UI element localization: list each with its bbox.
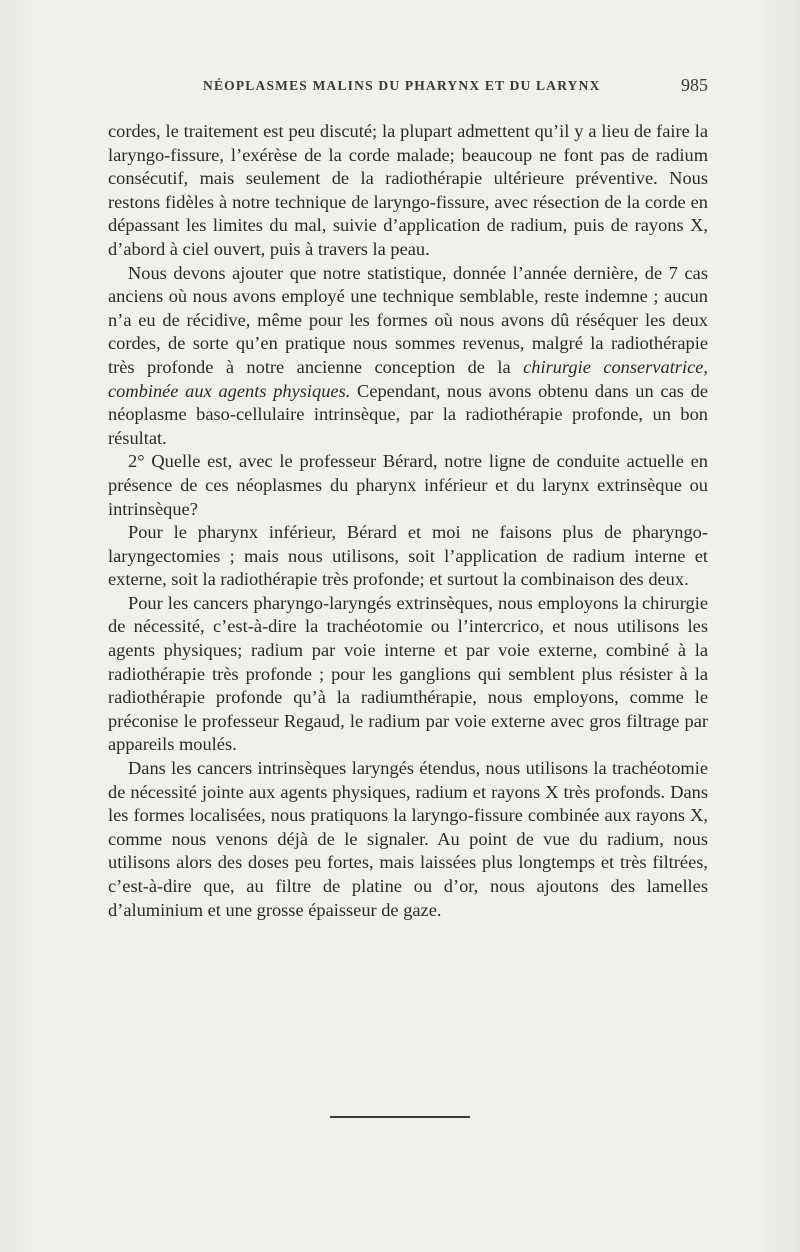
body-text: [108, 120, 708, 922]
paragraph-5: Pour les cancers pharyngo-laryngés extrinsèques, nous employons la chirurgie de nécessité, c’est-à-dire la trachéotomie ou l’intercrico, et nous utilisons les agents physiques; radium par voie interne et par voie externe, combiné à la radiothérapie très profonde ; pour les ganglions qui semblent plus résister à la radiothérapie profonde qu’à la radiumthérapie, nous employons, comme le préconise le professeur Regaud, le radium par voie externe avec gros filtrage par appareils moulés.: [108, 592, 708, 755]
paragraph-2-text: Nous devons ajouter que notre statistique, donnée l’année dernière, de 7 cas anciens où nous avons employé une technique semblable, reste indemne ; aucun n’a eu de récidive, même pour les formes où nous avons dû réséquer les deux cordes, de sorte qu’en pratique nous sommes revenus, malgré la radiothérapie très profonde à notre ancienne conception de la: [108, 262, 708, 377]
paragraph-2-italic: chirurgie conservatrice, combinée aux agents physiques.: [108, 356, 709, 401]
paragraph-2: [108, 262, 708, 451]
paragraph-3: 2° Quelle est, avec le professeur Bérard, notre ligne de conduite actuelle en présence de ces néoplasmes du pharynx inférieur et du larynx extrinsèque ou intrinsèque?: [108, 451, 708, 519]
page-header: [108, 75, 708, 102]
page-number: 985: [681, 75, 708, 95]
paragraph-1: cordes, le traitement est peu discuté; la plupart admettent qu’il y a lieu de faire la laryngo-fissure, l’exérèse de la corde malade; beaucoup ne font pas de radium consécutif, mais seulement de la radiothérapie ultérieure préventive. Nous restons fidèles à notre technique de laryngo-fissure, avec résection de la corde en dépassant les limites du mal, suivie d’application de radium, puis de rayons X, d’abord à ciel ouvert, puis à travers la peau.: [108, 121, 708, 259]
paragraph-4: Pour le pharynx inférieur, Bérard et moi ne faisons plus de pharyngo-laryngectomies ; mais nous utilisons, soit l’application de radium interne et externe, soit la radiothérapie très profonde; et surtout la combinaison des deux.: [108, 522, 708, 590]
paragraph-6: Dans les cancers intrinsèques laryngés étendus, nous utilisons la trachéotomie de nécessité jointe aux agents physiques, radium et rayons X très profonds. Dans les formes localisées, nous pratiquons la laryngo-fissure combinée aux rayons X, comme nous venons déjà de le signaler. Au point de vue du radium, nous utilisons alors des doses peu fortes, mais laissées plus longtemps et très filtrées, c’est-à-dire que, au filtre de platine ou d’or, nous ajoutons des lamelles d’aluminium et une grosse épaisseur de gaze.: [108, 758, 708, 920]
paragraph-2-text-end: Cependant, nous avons obtenu dans un cas de néoplasme baso-cellulaire intrinsèque, par la radiothérapie profonde, un bon résultat.: [108, 380, 708, 448]
end-rule: [330, 1116, 470, 1118]
running-title: NÉOPLASMES MALINS DU PHARYNX ET DU LARYNX: [203, 78, 601, 93]
